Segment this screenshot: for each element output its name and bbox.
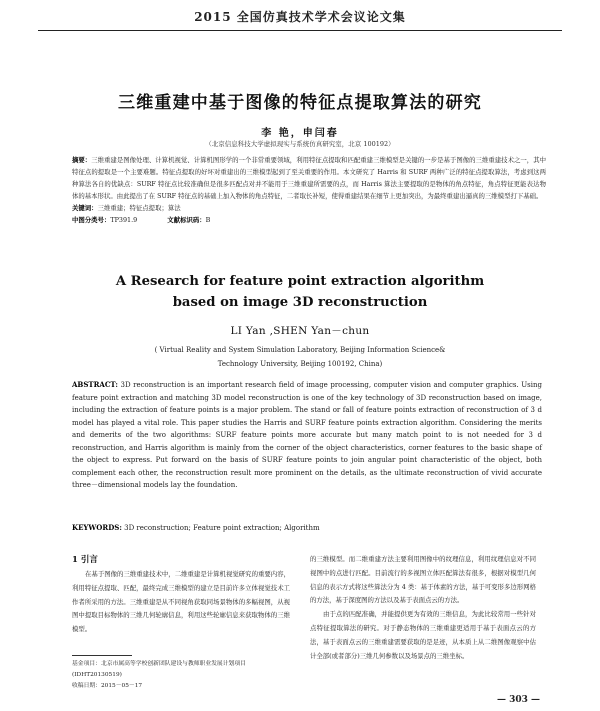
footnote-fund: 基金项目：北京市属高等学校创新团队建设与教师职业发展计划项目(IDHT20130519): [72, 661, 246, 678]
english-keywords-text: 3D reconstruction; Feature point extraction; Algorithm: [124, 524, 320, 532]
english-title-line2: based on image 3D reconstruction: [172, 295, 428, 310]
english-affiliation-line1: ( Virtual Reality and System Simulation Laboratory, Beijing Information Science&: [154, 346, 446, 354]
header-rule: [38, 30, 562, 31]
chinese-abstract-label: 摘要：: [72, 156, 92, 164]
class-value: TP391.9: [110, 216, 138, 225]
intro-paragraph-right-1: 的三维模型。而二维重建方法主要利用图像中的纹理信息，利用纹理信息对不同视图中的点进行匹配。目前流行的多视图立体匹配算法有很多，根据对模型几何信息的表示方式将这些算法分为 4 类：基于体素的方法，基于可变形多边形网格的方法，基于深度图的方法以及基于表面点云的方法。: [310, 555, 536, 605]
english-authors: LI Yan ,SHEN Yan－chun: [230, 325, 370, 337]
left-column: [72, 553, 290, 637]
right-column: [310, 553, 536, 663]
doc-code-label: 文献标识码：: [167, 216, 206, 225]
english-abstract-label: ABSTRACT:: [72, 380, 118, 389]
english-affiliation: [0, 343, 600, 371]
footnote-received: 收稿日期：2015－05－17: [72, 683, 143, 689]
english-keywords-label: KEYWORDS:: [72, 523, 122, 532]
chinese-affiliation: （北京信息科技大学虚拟现实与系统仿真研究室，北京 100192）: [205, 140, 395, 148]
english-affiliation-line2: Technology University, Beijing 100192, China): [217, 360, 383, 368]
english-keywords: [72, 523, 542, 532]
chinese-abstract-text: 三维重建是图像处理、计算机视觉、计算机图形学的一个非常重要领域，利用特征点提取和匹配重建三维模型是关键的一步是基于图像的三维重建技术之一，其中特征点的提取是一个主要难题。特征点提取的好坏对重建出的三维模型起到了至关重要的作用。本文研究了 Harris 和 SURF 两种广泛的特征点提取算法，考虑到这两种算法各自的优缺点：SURF 特征点比较准确但是很多匹配点对并不能用于三维重建所需要的点，而 Harris 算法主要提取的是物体的角点特征，角点特征更能表达物体的基本形状。由此提出了在 SURF 特征点的基础上加入物体的角点特征，二者取长补短，使得重建结果在细节上更加突出，为最终重建出逼真的三维模型打下基础。: [72, 156, 546, 201]
chinese-title: 三维重建中基于图像的特征点提取算法的研究: [118, 93, 482, 113]
english-title: [0, 271, 600, 313]
intro-paragraph-right-2: 由于点的匹配准确，并能提供更为有效的三维信息，为此比较常用一些针对点特征提取算法的研究。对于静态物体的三维重建更适用于基于表面点云的方法，基于表面点云的三维重建需要获取的是足迹，从本质上从二维图像观察中估计全部(或者部分)三维几何参数以及场景点的三维坐标。: [310, 610, 536, 660]
chinese-keywords: [72, 202, 546, 214]
english-abstract-text: 3D reconstruction is an important research field of image processing, computer vision and computer graphics. Using feature point extraction and matching 3D model reconstruction is one of the key technology of 3D reconstruction based on image, including the extraction of feature points is a major problem. The stand or fall of feature points extraction of reconstruction of 3 d model has played a vital role. This paper studies the Harris and SURF feature points extraction algorithm. Considering the merits and demerits of the two algorithms: SURF feature points more accurate but many match point to is not needed for 3 d reconstruction, and Harris algorithm is mainly from the corner of the object characteristics, corner features to the basic shape of the object to express. Put forward on the basis of SURF feature points to join angular point characteristic of the object, both complement each other, the reconstruction result more prominent on the details, as the ultimate reconstruction of vivid accurate three－dimensional models lay the foundation.: [72, 381, 542, 489]
chinese-keywords-text: 三维重建；特征点提取；算法: [97, 204, 181, 213]
footnote-rule: [72, 655, 132, 656]
chinese-keywords-label: 关键词：: [72, 204, 98, 213]
page-number: — 303 —: [496, 695, 540, 705]
doc-code-value: B: [205, 216, 211, 225]
running-header: 2015 全国仿真技术学术会议论文集: [194, 10, 406, 24]
chinese-classification: [72, 214, 546, 226]
chinese-authors: 李 艳，申闫春: [261, 128, 339, 139]
english-abstract-block: [72, 379, 542, 492]
section-heading-intro: 1 引言: [72, 555, 98, 565]
chinese-abstract-block: [72, 154, 546, 227]
footnote: [72, 659, 290, 692]
intro-paragraph-1: 在基于图像的三维重建技术中，二维重建是计算机视觉研究的重要内容，利用特征点提取、匹配，最终完成三维模型的建立是目前许多立体视觉技术工作者所采用的方法。三维重建是从不同视角获取同场景物体的多幅视图，从视图中提取目标物体的三维几何轮廓信息，利用这些轮廓信息来获取物体的三维模型。: [72, 570, 290, 634]
class-label: 中图分类号：: [72, 216, 111, 225]
english-title-line1: A Research for feature point extraction algorithm: [115, 274, 485, 289]
